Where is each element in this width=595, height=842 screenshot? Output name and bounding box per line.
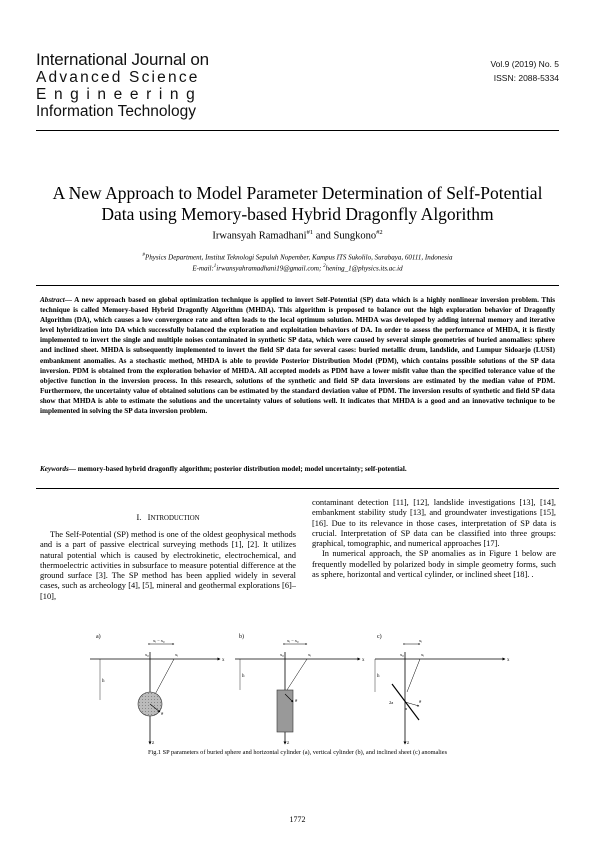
section-number: I. [136,513,142,522]
svg-text:h: h [102,679,105,684]
svg-text:x: x [507,658,510,663]
email-2: hening_1@physics.its.ac.id [325,264,403,273]
svg-text:x: x [362,658,365,663]
svg-text:h: h [377,674,380,679]
figure-1-caption: Fig.1 SP parameters of buried sphere and horizontal cylinder (a), vertical cylinder (b), and inclined sheet (c) anomalies [147,749,448,756]
figure-1 [90,632,510,747]
panel-c-label: c) [377,634,382,640]
affiliation [30,251,565,274]
email1-sup: 1 [213,264,217,270]
panel-b-label: b) [239,634,244,640]
intro-paragraph-1-cont: contaminant detection [11], [12], landslide investigations [13], [14], embankment stability study [13], and groundwater investigations [15], [16]. Due to its relevance in those cases, interpretation of SP data is crucial. Interpretation of SP data can be classified into three groups: graphical, tomographic, and numerical approaches [17]. [312,498,556,549]
right-column [312,498,556,580]
volume-info [490,57,559,85]
svg-text:x₀: x₀ [400,652,404,657]
left-column [40,530,296,602]
title-line2: Data using Memory-based Hybrid Dragonfly Algorithm [101,204,494,224]
svg-text:xᵢ: xᵢ [308,652,311,657]
section-title-rest: NTRODUCTION [150,515,200,522]
keywords [40,465,555,473]
header-rule [36,130,559,131]
figure-panel-a [90,633,225,746]
section-heading-introduction [40,513,296,522]
abstract-label: Abstract [40,296,65,304]
author-1-sup: #1 [306,229,314,236]
svg-text:a: a [405,706,408,711]
panel-a-label: a) [96,634,101,640]
figure-panel-b [235,633,365,746]
title-line1: A New Approach to Model Parameter Determination of Self-Potential [52,183,543,203]
journal-name-line2: Advanced Science [36,69,200,86]
svg-text:xᵢ: xᵢ [175,652,178,657]
svg-text:θ: θ [295,698,298,703]
svg-text:xᵢ: xᵢ [419,638,422,643]
abstract [40,295,555,416]
intro-paragraph-1: The Self-Potential (SP) method is one of the oldest geophysical methods and is a part of passive electrical surveying methods [1], [2]. It utilizes natural potential which is caused by electrokinetic, electrochemical, and thermoelectric activities in subsurface to measure potential difference at the ground surface [3]. The SP method has been applied widely in several cases, such as archeology [4], [5], mineral and geothermal explorations [6]–[10], [40,530,296,601]
journal-name-line4: Information Technology [36,103,196,120]
issn-label: ISSN: 2088-5334 [493,73,559,83]
figure-panel-c [375,633,510,746]
authors [30,229,565,242]
svg-text:h: h [242,674,245,679]
affiliation-line: Physics Department, Institut Teknologi Sepuluh Nopember, Kampus ITS Sukolilo, Surabaya, 60111, Indonesia [145,253,453,262]
svg-text:x: x [222,658,225,663]
svg-text:xᵢ − x₀: xᵢ − x₀ [153,638,165,643]
paper-title [30,183,565,225]
keywords-bottom-rule [36,488,559,489]
abstract-top-rule [36,285,559,286]
svg-text:z: z [407,741,410,746]
email-1: irwansyahramadhani19@gmail.com; [216,264,324,273]
journal-logo [36,50,209,120]
keywords-text: — memory-based hybrid dragonfly algorithm; posterior distribution model; model uncertainty; self-potential. [68,465,407,473]
svg-text:x₀: x₀ [280,652,284,657]
intro-paragraph-2: In numerical approach, the SP anomalies as in Figure 1 below are frequently modelled by polarized body in simple geometry forms, such as sphere, horizontal and vertical cylinder, or inclined sheet [18]. . [312,549,556,580]
email2-sup: 2 [323,264,326,270]
email-prefix: E-mail: [192,264,214,273]
authors-and: and [313,230,334,242]
section-title-first: I [147,513,151,522]
keywords-label: Keywords [40,465,69,473]
journal-name-line1: International Journal on [36,50,209,69]
svg-text:θ: θ [161,711,164,716]
svg-text:xᵢ − x₀: xᵢ − x₀ [287,638,299,643]
author-1: Irwansyah Ramadhani [212,230,307,242]
affiliation-sup: # [142,253,146,258]
abstract-text: — A new approach based on global optimization technique is applied to invert Self-Potential (SP) data which is a highly nonlinear inversion problem. This technique is called Memory-based Hybrid Dragonfly Algorithm (MHDA). This algorithm is proposed to balance out the high exploration behavior of Dragonfly Algorithm (DA), which causes a low convergence rate and often leads to the local optimum solution. MHDA was developed by adding internal memory and iterative level hybridization into DA which successfully balanced the exploration and exploitation behaviors of DA. In order to assess the performance of MHDA, it is firstly implemented to invert the single and multiple noises contaminated in synthetic SP data, which were caused by several simple geometries of buried anomalies: sphere and inclined sheet. MHDA is subsequently implemented to invert the field SP data for several cases: buried metallic drum, landslide, and Lumpur Sidoarjo (LUSI) embankment anomalies. As a stochastic method, MHDA is able to provide Posterior Distribution Model (PDM), which contains possible solutions of the SP data inversion. PDM is obtained from the exploration behavior of MHDA. All accepted models as PDM have a lower misfit value than the specified tolerance value of the objective function in the inversion process. In this research, solutions of the synthetic and field SP data inversions are estimated by the median value of PDM. Furthermore, the uncertainty value of obtained solutions can be estimated by the standard deviation value of PDM. The inversion results of synthetic and field SP data show that MHDA is able to estimate the solutions and the uncertainty values of solutions well. It indicates that MHDA is a good and an innovative technique to be implemented in solving the SP data inversion problem. [40,296,555,416]
svg-text:x₀: x₀ [145,652,149,657]
svg-text:xᵢ: xᵢ [421,652,424,657]
journal-name-line3: Engineering [36,86,203,103]
svg-text:2a: 2a [389,700,394,705]
author-2-sup: #2 [376,229,383,236]
volume-label: Vol.9 (2019) No. 5 [490,59,559,69]
svg-text:θ: θ [419,699,422,704]
svg-text:z: z [287,741,290,746]
svg-text:z: z [152,741,155,746]
author-2: Sungkono [333,230,377,242]
page-number: 1772 [289,815,306,824]
